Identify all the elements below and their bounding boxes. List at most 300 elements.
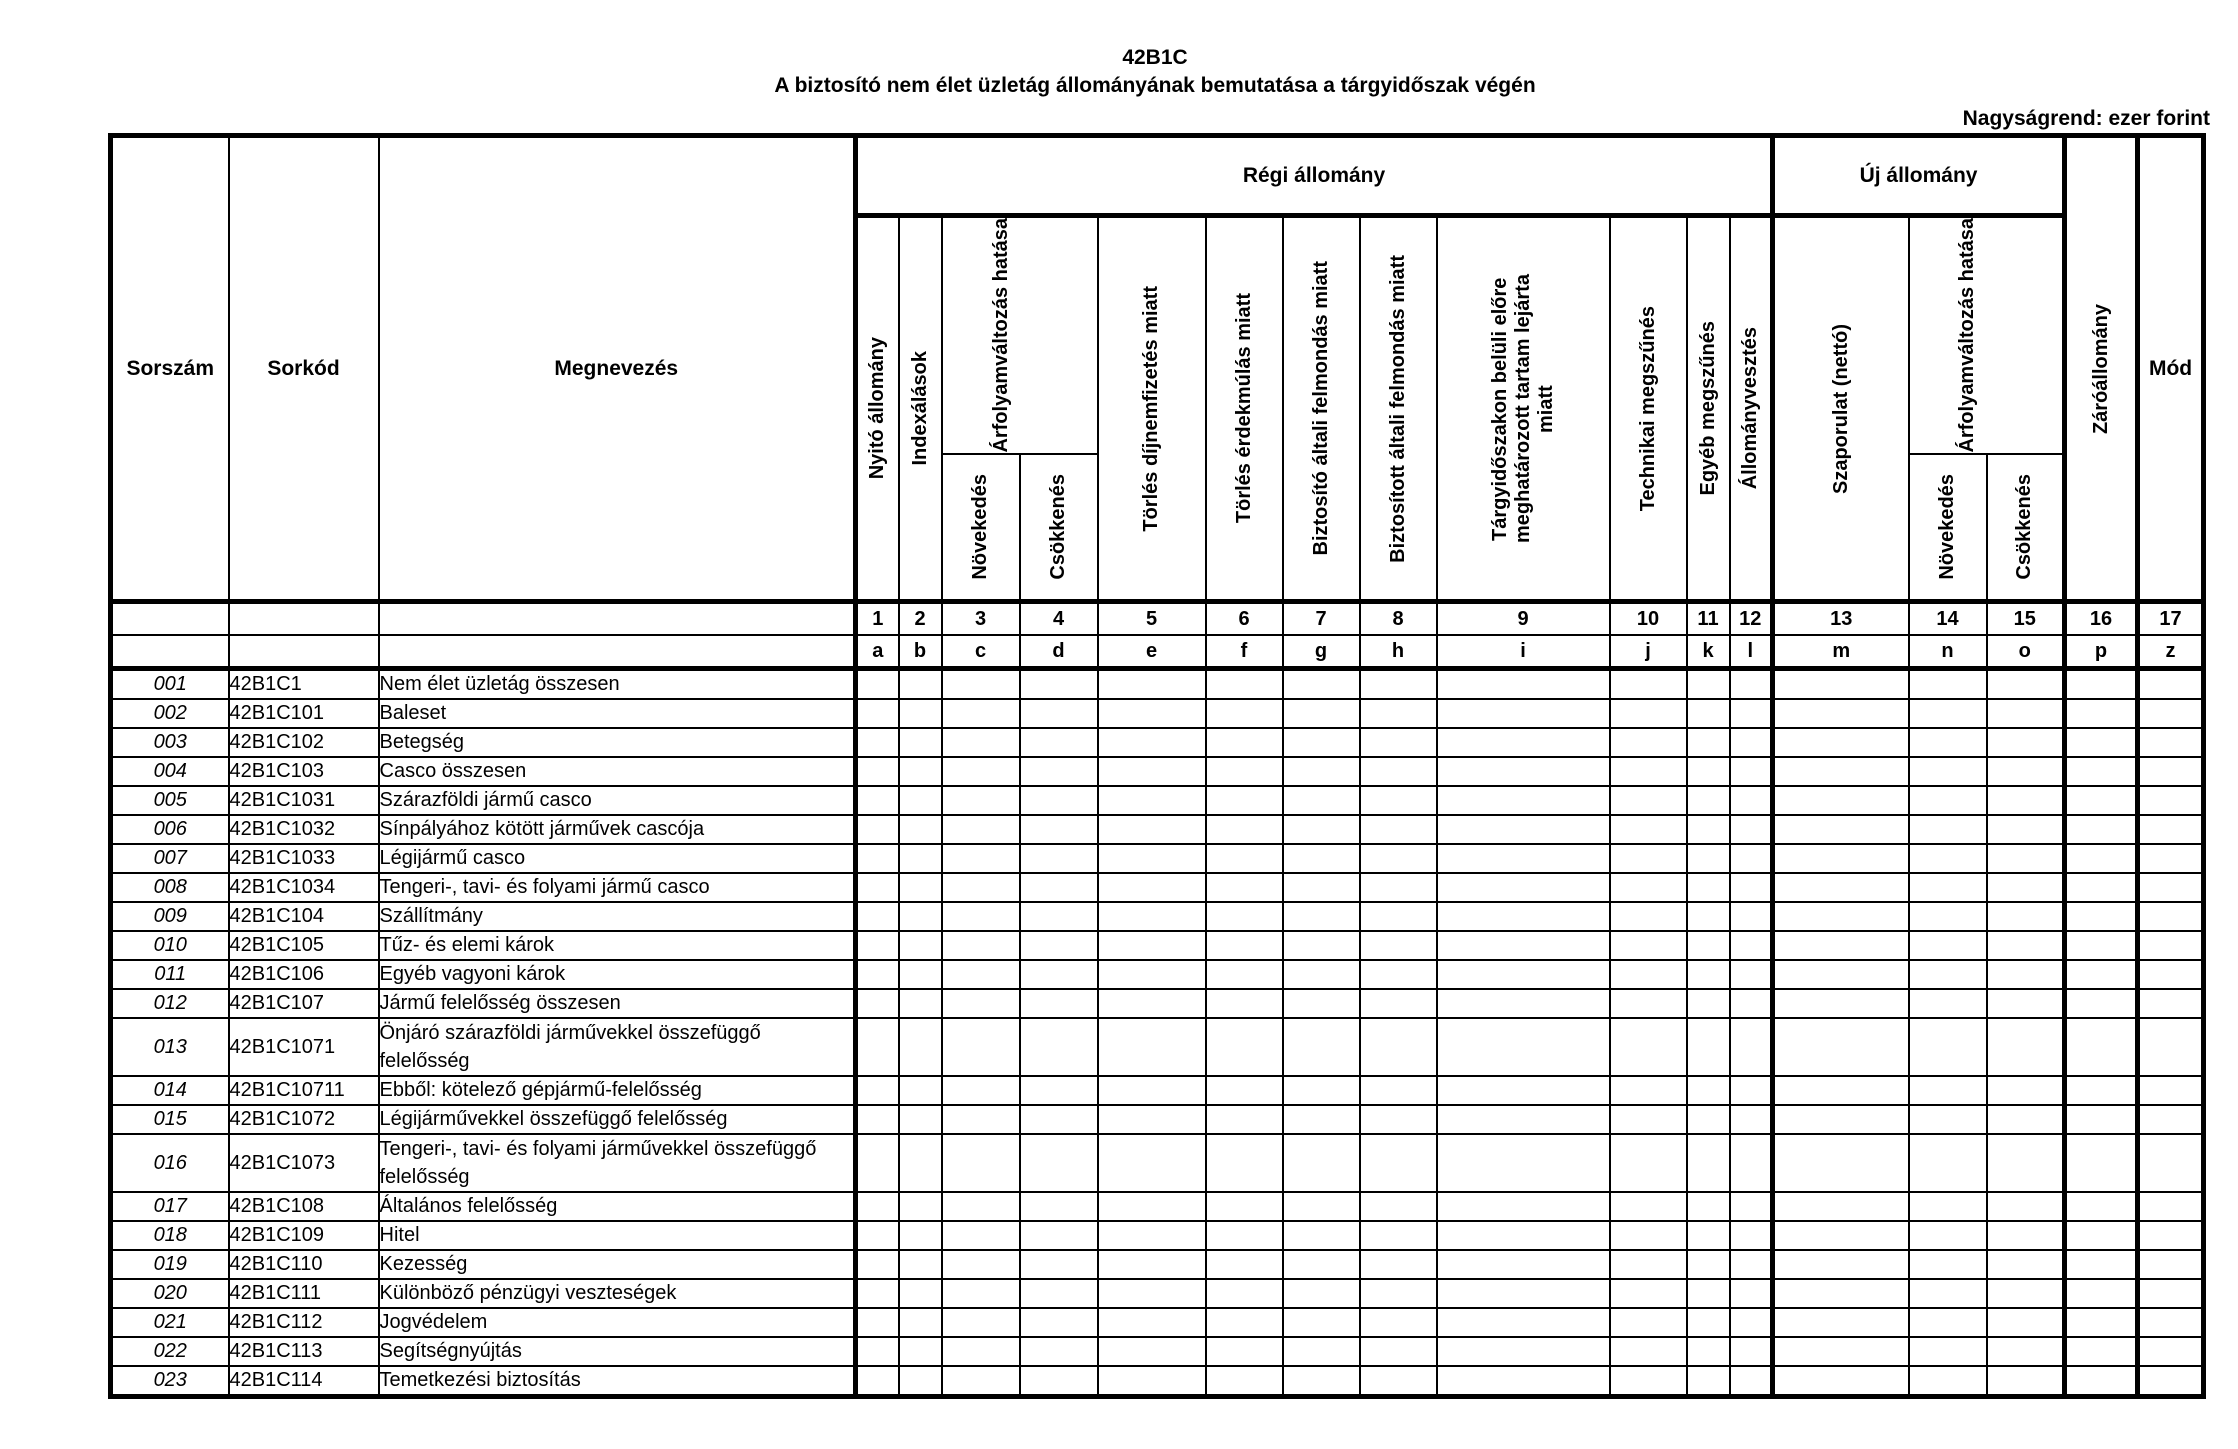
data-cell[interactable] (1283, 960, 1360, 989)
data-cell[interactable] (2065, 757, 2138, 786)
data-cell[interactable] (1687, 960, 1730, 989)
data-cell[interactable] (1610, 1279, 1687, 1308)
data-cell[interactable] (899, 989, 942, 1018)
data-cell[interactable] (1687, 902, 1730, 931)
data-cell[interactable] (1610, 1105, 1687, 1134)
data-cell[interactable] (1020, 1018, 1098, 1076)
data-cell[interactable] (899, 1279, 942, 1308)
data-cell[interactable] (1687, 699, 1730, 728)
data-cell[interactable] (1283, 1076, 1360, 1105)
data-cell[interactable] (1773, 1134, 1909, 1192)
data-cell[interactable] (1909, 1134, 1987, 1192)
data-cell[interactable] (1773, 786, 1909, 815)
data-cell[interactable] (2138, 902, 2204, 931)
data-cell[interactable] (1909, 815, 1987, 844)
data-cell[interactable] (1020, 786, 1098, 815)
data-cell[interactable] (1283, 815, 1360, 844)
data-cell[interactable] (899, 815, 942, 844)
data-cell[interactable] (856, 1076, 899, 1105)
data-cell[interactable] (1987, 1337, 2065, 1366)
data-cell[interactable] (1987, 1308, 2065, 1337)
data-cell[interactable] (1773, 902, 1909, 931)
data-cell[interactable] (1206, 931, 1283, 960)
data-cell[interactable] (856, 815, 899, 844)
data-cell[interactable] (1987, 1134, 2065, 1192)
data-cell[interactable] (1283, 873, 1360, 902)
data-cell[interactable] (1987, 1105, 2065, 1134)
data-cell[interactable] (2065, 815, 2138, 844)
data-cell[interactable] (1909, 1018, 1987, 1076)
data-cell[interactable] (1206, 902, 1283, 931)
data-cell[interactable] (942, 1018, 1020, 1076)
data-cell[interactable] (1687, 1308, 1730, 1337)
data-cell[interactable] (1773, 1250, 1909, 1279)
data-cell[interactable] (899, 757, 942, 786)
data-cell[interactable] (1773, 757, 1909, 786)
data-cell[interactable] (1020, 669, 1098, 700)
data-cell[interactable] (942, 1279, 1020, 1308)
data-cell[interactable] (2065, 931, 2138, 960)
data-cell[interactable] (856, 1366, 899, 1397)
data-cell[interactable] (1283, 1192, 1360, 1221)
data-cell[interactable] (1773, 1192, 1909, 1221)
data-cell[interactable] (1730, 873, 1773, 902)
data-cell[interactable] (1098, 902, 1206, 931)
data-cell[interactable] (1610, 1192, 1687, 1221)
data-cell[interactable] (1360, 1221, 1437, 1250)
data-cell[interactable] (2138, 815, 2204, 844)
data-cell[interactable] (1283, 728, 1360, 757)
data-cell[interactable] (1730, 1308, 1773, 1337)
data-cell[interactable] (899, 1134, 942, 1192)
data-cell[interactable] (1360, 1279, 1437, 1308)
data-cell[interactable] (1437, 960, 1610, 989)
data-cell[interactable] (1020, 1192, 1098, 1221)
data-cell[interactable] (2065, 1105, 2138, 1134)
data-cell[interactable] (1610, 757, 1687, 786)
data-cell[interactable] (1360, 815, 1437, 844)
data-cell[interactable] (1987, 669, 2065, 700)
data-cell[interactable] (1437, 1134, 1610, 1192)
data-cell[interactable] (1773, 1337, 1909, 1366)
data-cell[interactable] (1020, 960, 1098, 989)
data-cell[interactable] (1098, 1192, 1206, 1221)
data-cell[interactable] (942, 728, 1020, 757)
data-cell[interactable] (1987, 931, 2065, 960)
data-cell[interactable] (1206, 1134, 1283, 1192)
data-cell[interactable] (1773, 873, 1909, 902)
data-cell[interactable] (1098, 1279, 1206, 1308)
data-cell[interactable] (1987, 815, 2065, 844)
data-cell[interactable] (1610, 989, 1687, 1018)
data-cell[interactable] (2138, 844, 2204, 873)
data-cell[interactable] (1909, 699, 1987, 728)
data-cell[interactable] (2065, 1134, 2138, 1192)
data-cell[interactable] (1987, 1018, 2065, 1076)
data-cell[interactable] (1610, 786, 1687, 815)
data-cell[interactable] (1098, 1250, 1206, 1279)
data-cell[interactable] (1020, 1250, 1098, 1279)
data-cell[interactable] (1773, 728, 1909, 757)
data-cell[interactable] (1206, 960, 1283, 989)
data-cell[interactable] (1909, 873, 1987, 902)
data-cell[interactable] (2138, 1105, 2204, 1134)
data-cell[interactable] (1730, 669, 1773, 700)
data-cell[interactable] (1206, 1308, 1283, 1337)
data-cell[interactable] (1206, 1018, 1283, 1076)
data-cell[interactable] (1687, 757, 1730, 786)
data-cell[interactable] (1687, 1076, 1730, 1105)
data-cell[interactable] (1909, 728, 1987, 757)
data-cell[interactable] (1987, 757, 2065, 786)
data-cell[interactable] (1437, 1366, 1610, 1397)
data-cell[interactable] (1909, 1192, 1987, 1221)
data-cell[interactable] (2138, 669, 2204, 700)
data-cell[interactable] (1098, 699, 1206, 728)
data-cell[interactable] (1909, 989, 1987, 1018)
data-cell[interactable] (1687, 815, 1730, 844)
data-cell[interactable] (1206, 1279, 1283, 1308)
data-cell[interactable] (2138, 1192, 2204, 1221)
data-cell[interactable] (1610, 728, 1687, 757)
data-cell[interactable] (1610, 1250, 1687, 1279)
data-cell[interactable] (1206, 669, 1283, 700)
data-cell[interactable] (856, 960, 899, 989)
data-cell[interactable] (1909, 1337, 1987, 1366)
data-cell[interactable] (1773, 815, 1909, 844)
data-cell[interactable] (2138, 1308, 2204, 1337)
data-cell[interactable] (1610, 815, 1687, 844)
data-cell[interactable] (1020, 1221, 1098, 1250)
data-cell[interactable] (1020, 1337, 1098, 1366)
data-cell[interactable] (1020, 844, 1098, 873)
data-cell[interactable] (899, 1308, 942, 1337)
data-cell[interactable] (942, 757, 1020, 786)
data-cell[interactable] (1773, 989, 1909, 1018)
data-cell[interactable] (1773, 1105, 1909, 1134)
data-cell[interactable] (1687, 1250, 1730, 1279)
data-cell[interactable] (2065, 1250, 2138, 1279)
data-cell[interactable] (1020, 1134, 1098, 1192)
data-cell[interactable] (1730, 1366, 1773, 1397)
data-cell[interactable] (1909, 844, 1987, 873)
data-cell[interactable] (1773, 1018, 1909, 1076)
data-cell[interactable] (1687, 1192, 1730, 1221)
data-cell[interactable] (2065, 1279, 2138, 1308)
data-cell[interactable] (1773, 844, 1909, 873)
data-cell[interactable] (1437, 1250, 1610, 1279)
data-cell[interactable] (1283, 1018, 1360, 1076)
data-cell[interactable] (1610, 1134, 1687, 1192)
data-cell[interactable] (2138, 1366, 2204, 1397)
data-cell[interactable] (1437, 728, 1610, 757)
data-cell[interactable] (1730, 1337, 1773, 1366)
data-cell[interactable] (1437, 1105, 1610, 1134)
data-cell[interactable] (1687, 873, 1730, 902)
data-cell[interactable] (1437, 1279, 1610, 1308)
data-cell[interactable] (2138, 757, 2204, 786)
data-cell[interactable] (942, 902, 1020, 931)
data-cell[interactable] (2065, 873, 2138, 902)
data-cell[interactable] (942, 1366, 1020, 1397)
data-cell[interactable] (2138, 989, 2204, 1018)
data-cell[interactable] (1360, 931, 1437, 960)
data-cell[interactable] (1730, 1192, 1773, 1221)
data-cell[interactable] (1020, 1308, 1098, 1337)
data-cell[interactable] (1360, 1018, 1437, 1076)
data-cell[interactable] (1437, 989, 1610, 1018)
data-cell[interactable] (942, 1250, 1020, 1279)
data-cell[interactable] (1020, 989, 1098, 1018)
data-cell[interactable] (1987, 728, 2065, 757)
data-cell[interactable] (1687, 931, 1730, 960)
data-cell[interactable] (1610, 669, 1687, 700)
data-cell[interactable] (899, 786, 942, 815)
data-cell[interactable] (856, 873, 899, 902)
data-cell[interactable] (856, 1279, 899, 1308)
data-cell[interactable] (1360, 989, 1437, 1018)
data-cell[interactable] (1610, 1366, 1687, 1397)
data-cell[interactable] (2138, 1279, 2204, 1308)
data-cell[interactable] (899, 931, 942, 960)
data-cell[interactable] (899, 1018, 942, 1076)
data-cell[interactable] (1360, 844, 1437, 873)
data-cell[interactable] (1610, 844, 1687, 873)
data-cell[interactable] (942, 1134, 1020, 1192)
data-cell[interactable] (1020, 728, 1098, 757)
data-cell[interactable] (1206, 1221, 1283, 1250)
data-cell[interactable] (1360, 757, 1437, 786)
data-cell[interactable] (1773, 699, 1909, 728)
data-cell[interactable] (1730, 1018, 1773, 1076)
data-cell[interactable] (1987, 1366, 2065, 1397)
data-cell[interactable] (1610, 1221, 1687, 1250)
data-cell[interactable] (1283, 699, 1360, 728)
data-cell[interactable] (1610, 960, 1687, 989)
data-cell[interactable] (1098, 844, 1206, 873)
data-cell[interactable] (1909, 786, 1987, 815)
data-cell[interactable] (1730, 1105, 1773, 1134)
data-cell[interactable] (1987, 844, 2065, 873)
data-cell[interactable] (1360, 728, 1437, 757)
data-cell[interactable] (1098, 1076, 1206, 1105)
data-cell[interactable] (2138, 699, 2204, 728)
data-cell[interactable] (2065, 844, 2138, 873)
data-cell[interactable] (2138, 960, 2204, 989)
data-cell[interactable] (1909, 1308, 1987, 1337)
data-cell[interactable] (856, 1308, 899, 1337)
data-cell[interactable] (1206, 1337, 1283, 1366)
data-cell[interactable] (1283, 989, 1360, 1018)
data-cell[interactable] (1909, 1279, 1987, 1308)
data-cell[interactable] (1437, 669, 1610, 700)
data-cell[interactable] (1098, 757, 1206, 786)
data-cell[interactable] (2138, 1076, 2204, 1105)
data-cell[interactable] (1730, 757, 1773, 786)
data-cell[interactable] (1098, 931, 1206, 960)
data-cell[interactable] (1206, 728, 1283, 757)
data-cell[interactable] (1610, 902, 1687, 931)
data-cell[interactable] (1730, 815, 1773, 844)
data-cell[interactable] (942, 844, 1020, 873)
data-cell[interactable] (1687, 1105, 1730, 1134)
data-cell[interactable] (1687, 844, 1730, 873)
data-cell[interactable] (1098, 873, 1206, 902)
data-cell[interactable] (1283, 1337, 1360, 1366)
data-cell[interactable] (1730, 699, 1773, 728)
data-cell[interactable] (1730, 1134, 1773, 1192)
data-cell[interactable] (2065, 1308, 2138, 1337)
data-cell[interactable] (1730, 960, 1773, 989)
data-cell[interactable] (1437, 902, 1610, 931)
data-cell[interactable] (856, 786, 899, 815)
data-cell[interactable] (1909, 1250, 1987, 1279)
data-cell[interactable] (899, 669, 942, 700)
data-cell[interactable] (1987, 1192, 2065, 1221)
data-cell[interactable] (1283, 757, 1360, 786)
data-cell[interactable] (1987, 989, 2065, 1018)
data-cell[interactable] (1687, 1134, 1730, 1192)
data-cell[interactable] (1283, 844, 1360, 873)
data-cell[interactable] (1098, 1337, 1206, 1366)
data-cell[interactable] (899, 728, 942, 757)
data-cell[interactable] (1098, 1134, 1206, 1192)
data-cell[interactable] (1987, 1221, 2065, 1250)
data-cell[interactable] (1687, 1279, 1730, 1308)
data-cell[interactable] (1206, 1105, 1283, 1134)
data-cell[interactable] (1773, 1279, 1909, 1308)
data-cell[interactable] (1360, 1134, 1437, 1192)
data-cell[interactable] (1730, 1221, 1773, 1250)
data-cell[interactable] (856, 669, 899, 700)
data-cell[interactable] (1687, 989, 1730, 1018)
data-cell[interactable] (856, 1105, 899, 1134)
data-cell[interactable] (899, 699, 942, 728)
data-cell[interactable] (1098, 786, 1206, 815)
data-cell[interactable] (1773, 1221, 1909, 1250)
data-cell[interactable] (899, 844, 942, 873)
data-cell[interactable] (1283, 1134, 1360, 1192)
data-cell[interactable] (899, 1366, 942, 1397)
data-cell[interactable] (1206, 873, 1283, 902)
data-cell[interactable] (1730, 902, 1773, 931)
data-cell[interactable] (1206, 989, 1283, 1018)
data-cell[interactable] (942, 815, 1020, 844)
data-cell[interactable] (2065, 669, 2138, 700)
data-cell[interactable] (1437, 757, 1610, 786)
data-cell[interactable] (1360, 1105, 1437, 1134)
data-cell[interactable] (1437, 844, 1610, 873)
data-cell[interactable] (1687, 1337, 1730, 1366)
data-cell[interactable] (942, 669, 1020, 700)
data-cell[interactable] (1098, 728, 1206, 757)
data-cell[interactable] (1098, 669, 1206, 700)
data-cell[interactable] (1773, 1366, 1909, 1397)
data-cell[interactable] (1098, 1018, 1206, 1076)
data-cell[interactable] (1437, 1076, 1610, 1105)
data-cell[interactable] (2065, 902, 2138, 931)
data-cell[interactable] (899, 960, 942, 989)
data-cell[interactable] (1360, 1076, 1437, 1105)
data-cell[interactable] (1098, 960, 1206, 989)
data-cell[interactable] (1909, 960, 1987, 989)
data-cell[interactable] (1020, 902, 1098, 931)
data-cell[interactable] (1020, 699, 1098, 728)
data-cell[interactable] (1283, 902, 1360, 931)
data-cell[interactable] (1773, 1076, 1909, 1105)
data-cell[interactable] (1437, 873, 1610, 902)
data-cell[interactable] (942, 1308, 1020, 1337)
data-cell[interactable] (1437, 786, 1610, 815)
data-cell[interactable] (899, 1105, 942, 1134)
data-cell[interactable] (2138, 728, 2204, 757)
data-cell[interactable] (1610, 1076, 1687, 1105)
data-cell[interactable] (1360, 1366, 1437, 1397)
data-cell[interactable] (1098, 815, 1206, 844)
data-cell[interactable] (1283, 931, 1360, 960)
data-cell[interactable] (1437, 1192, 1610, 1221)
data-cell[interactable] (899, 1250, 942, 1279)
data-cell[interactable] (899, 1192, 942, 1221)
data-cell[interactable] (1610, 873, 1687, 902)
data-cell[interactable] (1360, 1337, 1437, 1366)
data-cell[interactable] (1687, 1366, 1730, 1397)
data-cell[interactable] (1283, 1250, 1360, 1279)
data-cell[interactable] (1610, 1337, 1687, 1366)
data-cell[interactable] (1206, 1250, 1283, 1279)
data-cell[interactable] (2065, 1366, 2138, 1397)
data-cell[interactable] (942, 1221, 1020, 1250)
data-cell[interactable] (2138, 931, 2204, 960)
data-cell[interactable] (1437, 931, 1610, 960)
data-cell[interactable] (1687, 1018, 1730, 1076)
data-cell[interactable] (1437, 1221, 1610, 1250)
data-cell[interactable] (1360, 699, 1437, 728)
data-cell[interactable] (1437, 1337, 1610, 1366)
data-cell[interactable] (2065, 960, 2138, 989)
data-cell[interactable] (1730, 1076, 1773, 1105)
data-cell[interactable] (1360, 1308, 1437, 1337)
data-cell[interactable] (1773, 960, 1909, 989)
data-cell[interactable] (1360, 902, 1437, 931)
data-cell[interactable] (1283, 786, 1360, 815)
data-cell[interactable] (1020, 815, 1098, 844)
data-cell[interactable] (1360, 873, 1437, 902)
data-cell[interactable] (2065, 1221, 2138, 1250)
data-cell[interactable] (1206, 1076, 1283, 1105)
data-cell[interactable] (2065, 1192, 2138, 1221)
data-cell[interactable] (1206, 757, 1283, 786)
data-cell[interactable] (856, 931, 899, 960)
data-cell[interactable] (1283, 1366, 1360, 1397)
data-cell[interactable] (1610, 699, 1687, 728)
data-cell[interactable] (1206, 786, 1283, 815)
data-cell[interactable] (942, 1192, 1020, 1221)
data-cell[interactable] (1909, 757, 1987, 786)
data-cell[interactable] (1730, 1250, 1773, 1279)
data-cell[interactable] (1987, 873, 2065, 902)
data-cell[interactable] (1909, 931, 1987, 960)
data-cell[interactable] (856, 1250, 899, 1279)
data-cell[interactable] (1098, 1221, 1206, 1250)
data-cell[interactable] (942, 989, 1020, 1018)
data-cell[interactable] (899, 873, 942, 902)
data-cell[interactable] (2065, 1337, 2138, 1366)
data-cell[interactable] (1283, 1221, 1360, 1250)
data-cell[interactable] (942, 960, 1020, 989)
data-cell[interactable] (2138, 786, 2204, 815)
data-cell[interactable] (1437, 1018, 1610, 1076)
